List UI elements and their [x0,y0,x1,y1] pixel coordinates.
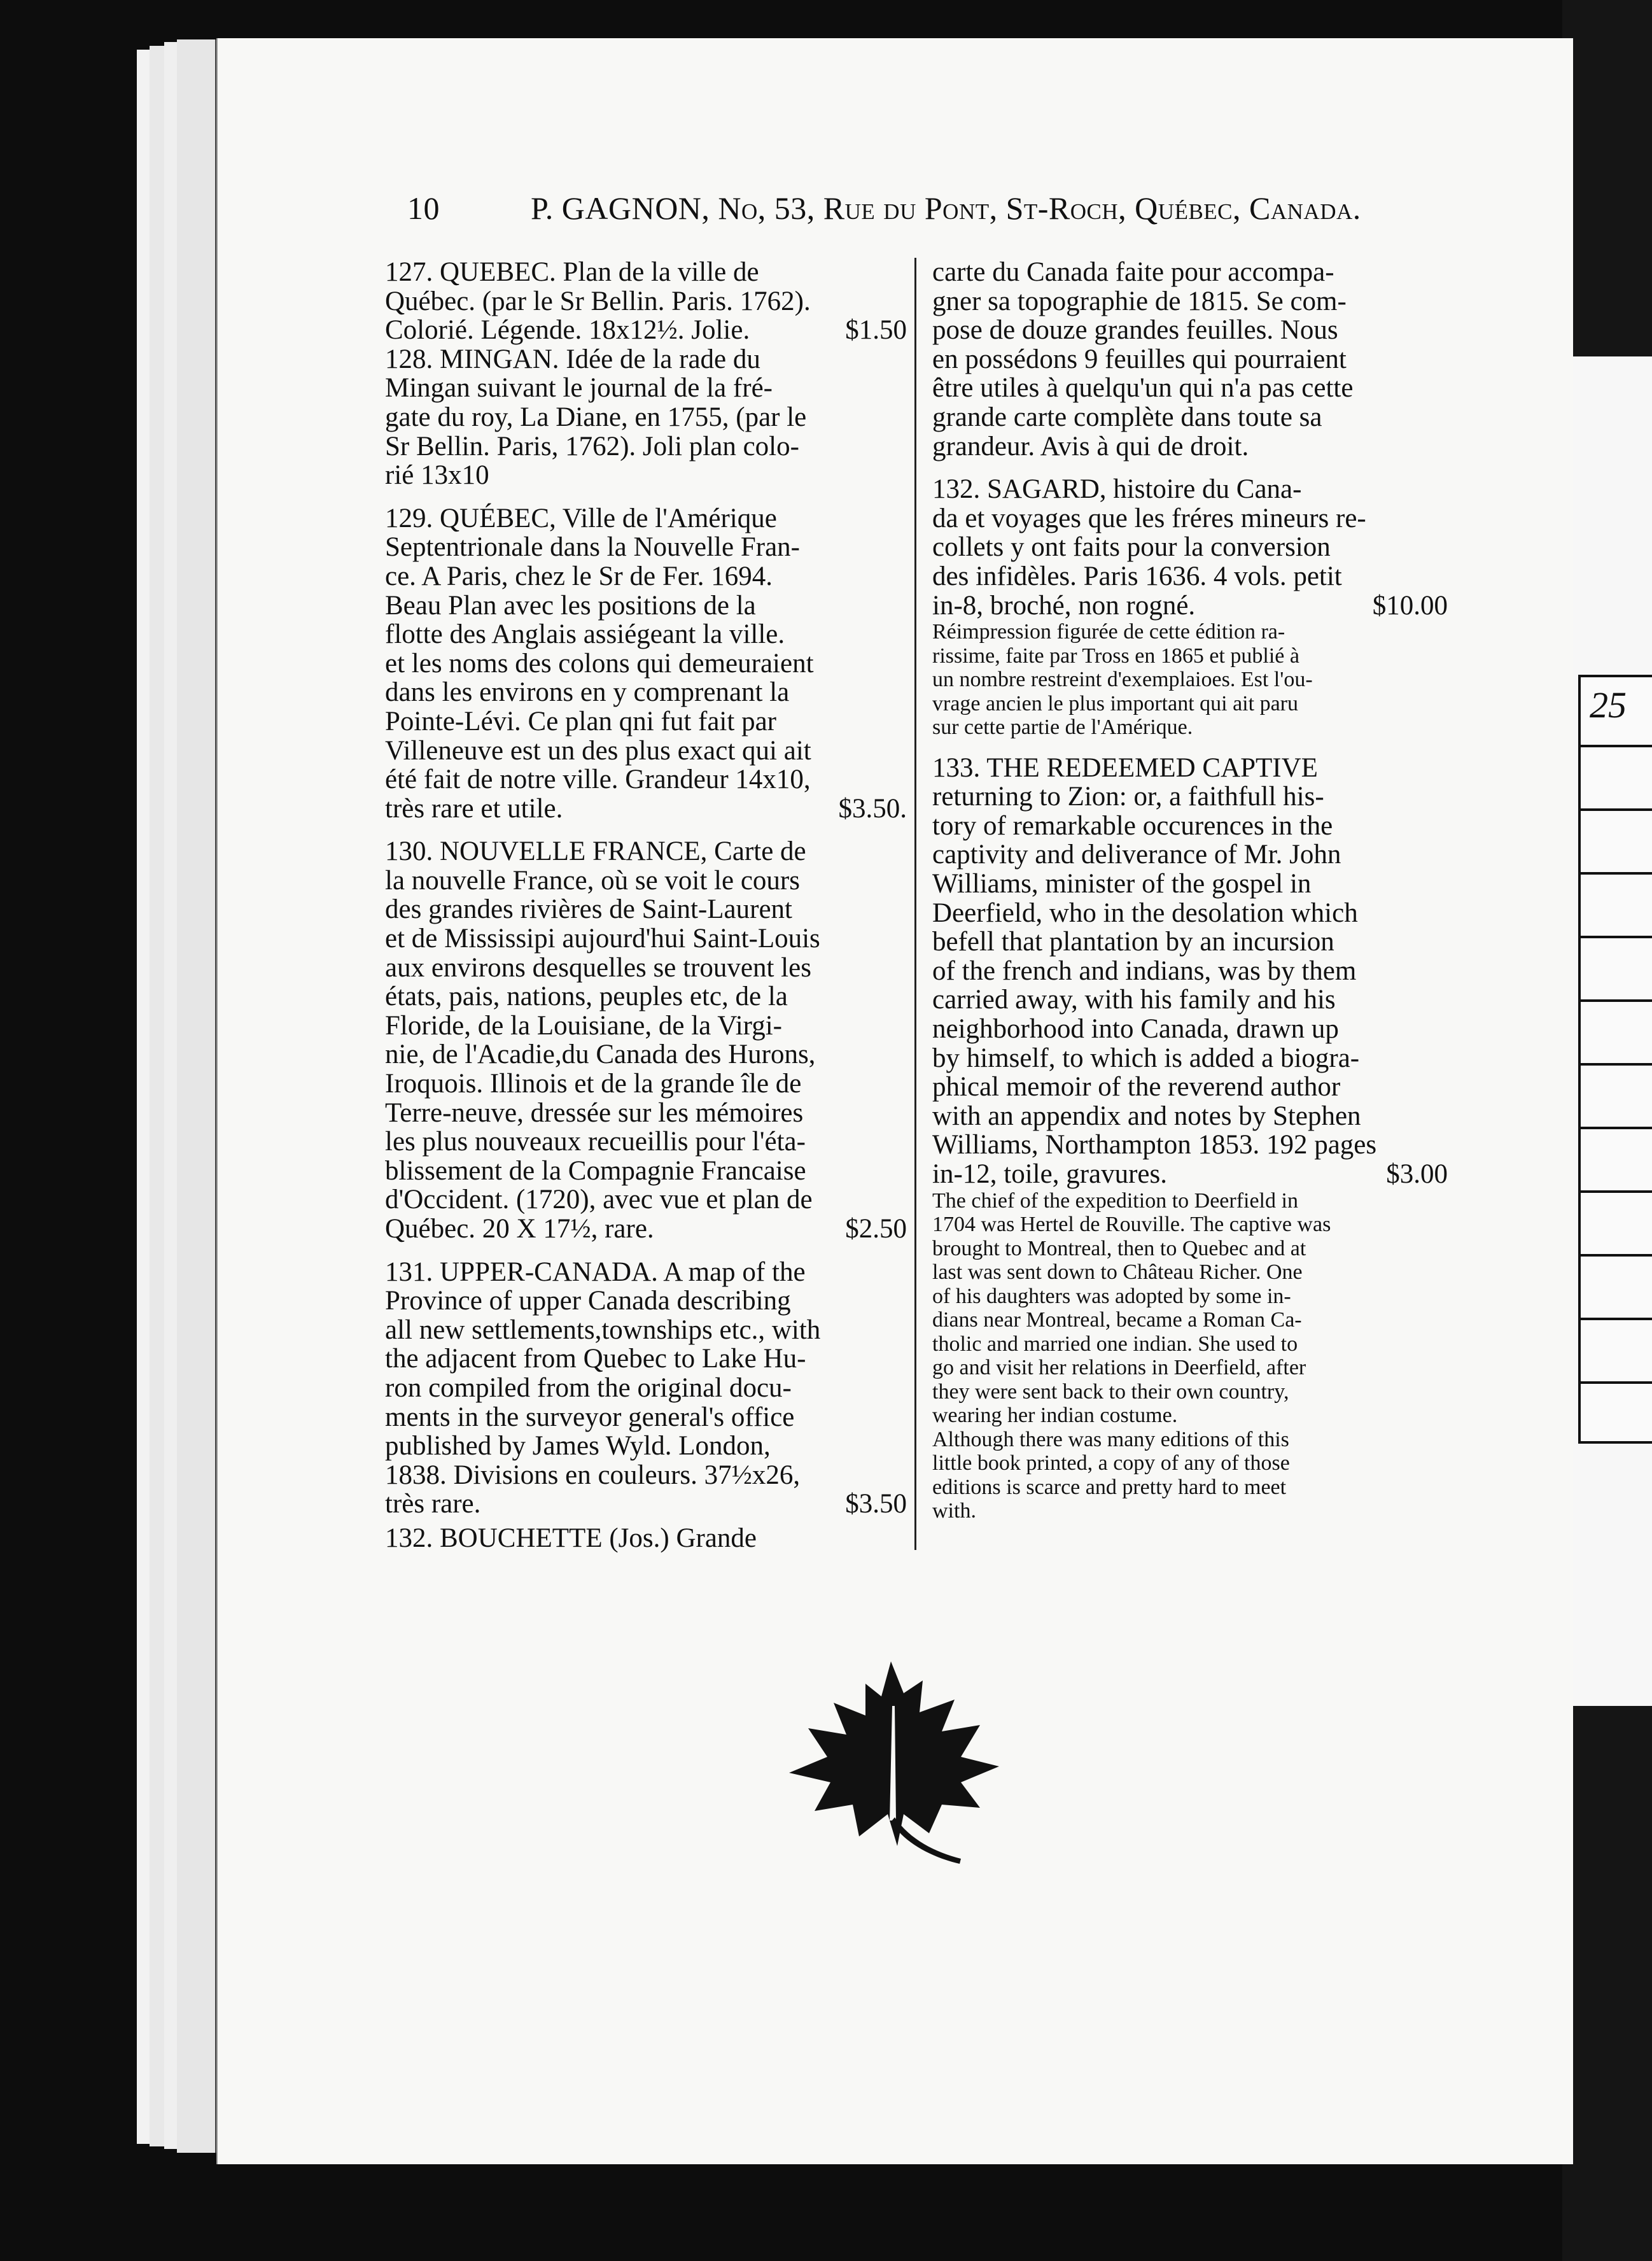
entry-line: dans les environs en y comprenant la [385,677,790,708]
page-header [407,190,1387,227]
entry-line: Beau Plan avec les positions de la [385,590,756,621]
note-line: of his daughters was adopted by some in- [932,1284,1291,1308]
entry-line: da et voyages que les fréres mineurs re- [932,503,1366,533]
entry-line: phical memoir of the reverend author [932,1072,1341,1102]
entry-line: les plus nouveaux recueillis pour l'éta- [385,1127,806,1157]
entry-132-sagard [932,475,1448,739]
entry-line: états, pais, nations, peuples etc, de la [385,982,788,1012]
entry-line: Iroquois. Illinois et de la grande île de [385,1069,802,1099]
page-title: P. GAGNON, No, 53, Rue du Pont, St-Roch, Québec, Canada. [531,190,1361,226]
entry-line: très rare. $3.50 [385,1489,907,1519]
page-edge [177,39,217,2153]
entry-line: la nouvelle France, où se voit le cours [385,865,800,896]
entry-133 [932,754,1448,1523]
entry-line: ments in the surveyor general's office [385,1402,795,1432]
note-line: tholic and married one indian. She used to [932,1332,1298,1356]
price: $3.50 [845,1489,907,1519]
entry-line: Williams, Northampton 1853. 192 pages [932,1130,1377,1160]
price: $3.50. [838,793,907,824]
entry-line: 133. THE REDEEMED CAPTIVE [932,752,1318,783]
entry-line: carried away, with his family and his [932,985,1336,1015]
note-line: sur cette partie de l'Amérique. [932,715,1193,740]
entry-line: Williams, minister of the gospel in [932,869,1312,899]
entry-line: all new settlements,townships etc., with [385,1314,821,1345]
entry-line: befell that plantation by an incursion [932,927,1334,957]
note-line: they were sent back to their own country, [932,1379,1289,1404]
entry-line: carte du Canada faite pour accompa- [932,257,1334,287]
column-divider [914,258,916,1550]
entry-line: et les noms des colons qui demeuraient [385,648,814,679]
note-line: Réimpression figurée de cette édition ra- [932,620,1285,644]
note-line: vrage ancien le plus important qui ait paru [932,691,1298,715]
entry-line: Québec. 20 X 17½, rare. $2.50 [385,1214,907,1244]
entry-line: tory of remarkable occurences in the [932,810,1333,841]
entry-line: ce. A Paris, chez le Sr de Fer. 1694. [385,561,773,591]
entry-129 [385,504,907,824]
note-line: little book printed, a copy of any of those [932,1451,1290,1476]
page-number: 10 [407,190,440,226]
note-line: Although there was many editions of this [932,1427,1289,1451]
entry-line: en possédons 9 feuilles qui pourraient [932,344,1347,374]
entry-line: et de Mississipi aujourd'hui Saint-Louis [385,924,820,954]
entry-line: ron compiled from the original docu- [385,1372,792,1403]
entry-line: être utiles à quelqu'un qui n'a pas cette [932,373,1354,404]
entry-line: 132. BOUCHETTE (Jos.) Grande [385,1523,757,1553]
entry-line: Septentrionale dans la Nouvelle Fran- [385,532,800,563]
entry-line: d'Occident. (1720), avec vue et plan de [385,1185,813,1215]
entry-line: Deerfield, who in the desolation which [932,898,1358,928]
entry-line: pose de douze grandes feuilles. Nous [932,315,1338,346]
note-line: wearing her indian costume. [932,1404,1178,1428]
entry-line: Pointe-Lévi. Ce plan qni fut fait par [385,706,776,736]
entry-line: des grandes rivières de Saint-Laurent [385,894,792,925]
entry-line: gner sa topographie de 1815. Se com- [932,286,1347,316]
note-line: last was sent down to Château Richer. One [932,1260,1303,1285]
entry-line: Québec. (par le Sr Bellin. Paris. 1762). [385,286,811,316]
note-line: dians near Montreal, became a Roman Ca- [932,1308,1302,1332]
price: $1.50 [845,315,907,346]
entry-line: returning to Zion: or, a faithfull his- [932,782,1324,812]
entry-line: très rare et utile. $3.50. [385,793,907,824]
entry-line: Province of upper Canada describing [385,1286,791,1316]
entry-line: with an appendix and notes by Stephen [932,1101,1361,1131]
entry-132-bouchette [385,1524,907,1553]
note-line: with. [932,1499,976,1523]
entry-line: rié 13x10 [385,460,489,491]
entry-line: of the french and indians, was by them [932,955,1357,986]
price: $2.50 [845,1214,907,1244]
entry-line: flotte des Anglais assiégeant la ville. [385,619,785,650]
entry-line: Villeneuve est un des plus exact qui ait [385,735,811,766]
entry-line: Colorié. Légende. 18x12½. Jolie. $1.50 [385,315,907,346]
note-line: brought to Montreal, then to Quebec and at [932,1236,1306,1260]
entry-line: 1838. Divisions en couleurs. 37½x26, [385,1460,801,1490]
entry-line: Terre-neuve, dressée sur les mémoires [385,1097,804,1128]
entry-line: aux environs desquelles se trouvent les [385,952,811,983]
entry-line: captivity and deliverance of Mr. John [932,840,1341,870]
entry-128 [385,345,907,490]
entry-line: 130. NOUVELLE FRANCE, Carte de [385,836,806,867]
note-line: rissime, faite par Tross en 1865 et publié à [932,644,1299,668]
entry-line: grande carte complète dans toute sa [932,402,1322,432]
entry-130 [385,837,907,1243]
right-column [932,258,1448,1523]
entry-line: blissement de la Compagnie Francaise [385,1155,806,1186]
entry-line: the adjacent from Quebec to Lake Hu- [385,1344,806,1374]
entry-line: published by James Wyld. London, [385,1431,771,1462]
entry-line: gate du roy, La Diane, en 1755, (par le [385,402,807,432]
entry-line: collets y ont faits pour la conversion [932,532,1331,563]
entry-line: grandeur. Avis à qui de droit. [932,431,1249,461]
note-line: un nombre restreint d'exemplaioes. Est l'ou- [932,668,1313,692]
entry-line: Sr Bellin. Paris, 1762). Joli plan colo- [385,431,799,461]
entry-line: Mingan suivant le journal de la fré- [385,373,773,404]
entry-line: des infidèles. Paris 1636. 4 vols. petit [932,561,1342,591]
left-column [385,258,907,1553]
entry-line: neighborhood into Canada, drawn up [932,1013,1339,1044]
entry-line: 129. QUÉBEC, Ville de l'Amérique [385,503,777,533]
entry-line: 131. UPPER-CANADA. A map of the [385,1257,806,1287]
entry-line: nie, de l'Acadie,du Canada des Hurons, [385,1039,816,1070]
entry-127 [385,258,907,345]
price: $3.00 [1386,1159,1448,1189]
entry-line: by himself, to which is added a biogra- [932,1043,1360,1073]
entry-line: in-12, toile, gravures. $3.00 [932,1159,1448,1189]
entry-line: été fait de notre ville. Grandeur 14x10, [385,764,811,795]
entry-line: Floride, de la Louisiane, de la Virgi- [385,1010,782,1041]
note-line: editions is scarce and pretty hard to meet [932,1475,1287,1499]
note-line: The chief of the expedition to Deerfield in [932,1188,1298,1213]
entry-line: 132. SAGARD, histoire du Cana- [932,474,1302,505]
entry-line: in-8, broché, non rogné. $10.00 [932,590,1448,621]
note-line: go and visit her relations in Deerfield, after [932,1356,1306,1380]
slip-tab [1578,675,1652,1444]
note-line: 1704 was Hertel de Rouville. The captive was [932,1213,1331,1237]
entry-line: 128. MINGAN. Idée de la rade du [385,344,760,374]
entry-131 [385,1258,907,1519]
price: $10.00 [1372,590,1448,621]
entry-line: 127. QUEBEC. Plan de la ville de [385,257,759,287]
slip-number: 25 [1581,677,1652,747]
entry-132-bouchette-continued [932,258,1448,461]
maple-leaf-icon [770,1655,1018,1871]
